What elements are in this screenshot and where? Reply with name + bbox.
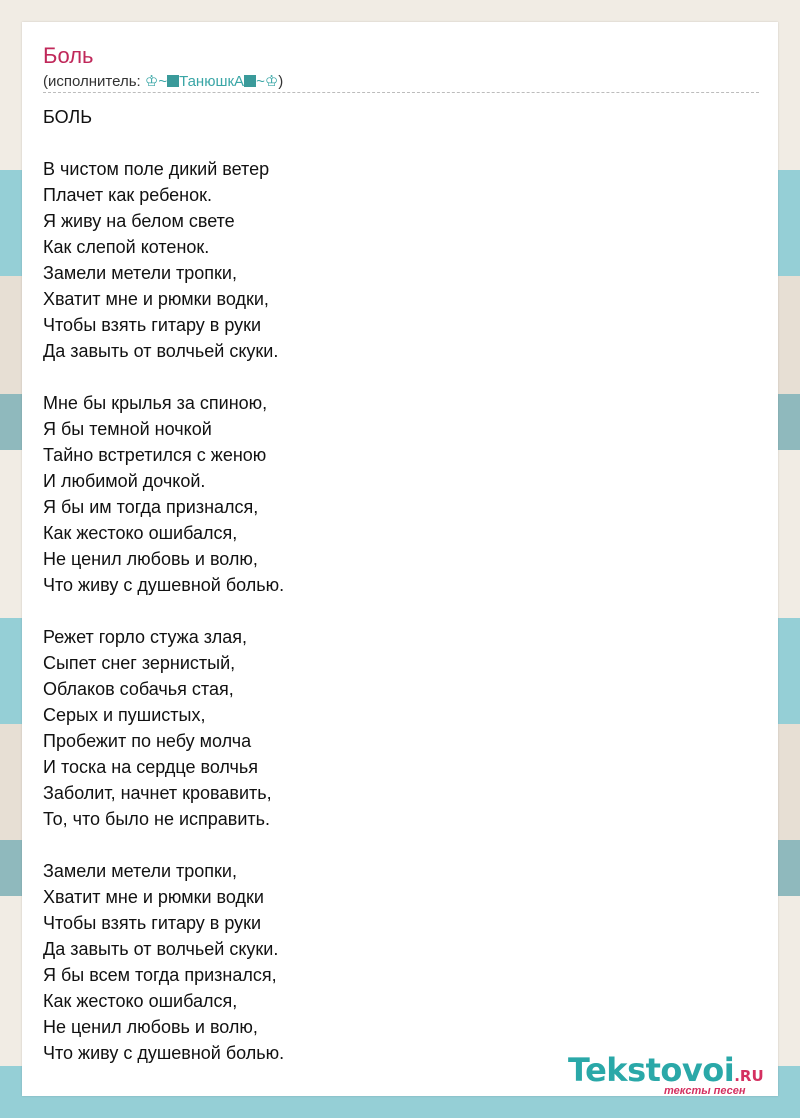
lyric-line: Чтобы взять гитару в руки — [43, 913, 262, 933]
artist-line — [43, 73, 283, 91]
artist-link[interactable] — [145, 73, 278, 90]
stanza-gap — [43, 598, 743, 624]
square-icon — [167, 75, 179, 87]
lyric-line: Пробежит по небу молча — [43, 731, 252, 751]
lyric-line: В чистом поле дикий ветер — [43, 159, 270, 179]
lyric-line: Замели метели тропки, — [43, 263, 237, 283]
lyric-line: Как жестоко ошибался, — [43, 523, 238, 543]
square-icon — [244, 75, 256, 87]
lyric-line: Что живу с душевной болью. — [43, 575, 285, 595]
artist-part-3: ~♔ — [256, 73, 279, 90]
lyric-line: Чтобы взять гитару в руки — [43, 315, 262, 335]
lyric-line: Заболит, начнет кровавить, — [43, 783, 272, 803]
lyric-line: Не ценил любовь и волю, — [43, 1017, 258, 1037]
lyric-line: Хватит мне и рюмки водки, — [43, 289, 269, 309]
artist-suffix: ) — [278, 73, 284, 90]
lyric-line: То, что было не исправить. — [43, 809, 271, 829]
song-title: Боль — [43, 43, 94, 68]
lyric-line: Не ценил любовь и волю, — [43, 549, 258, 569]
logo-name: Tekstovoi — [568, 1051, 735, 1089]
lyrics-card — [22, 22, 778, 1096]
lyric-line: И тоска на сердце волчья — [43, 757, 259, 777]
lyrics-heading: БОЛЬ — [43, 107, 93, 127]
lyric-line: Да завыть от волчьей скуки. — [43, 939, 279, 959]
lyric-line: Хватит мне и рюмки водки — [43, 887, 264, 907]
lyric-line: Замели метели тропки, — [43, 861, 237, 881]
stanza-gap — [43, 832, 743, 858]
dotted-divider — [43, 92, 759, 93]
lyric-line: Облаков собачья стая, — [43, 679, 234, 699]
artist-name: ТанюшкА — [179, 73, 245, 90]
lyric-line: Я бы им тогда признался, — [43, 497, 259, 517]
lyric-line: Я живу на белом свете — [43, 211, 235, 231]
lyric-line: Тайно встретился с женою — [43, 445, 267, 465]
lyric-line: Плачет как ребенок. — [43, 185, 213, 205]
lyric-line: Серых и пушистых, — [43, 705, 206, 725]
artist-part-1: ♔~ — [144, 73, 168, 90]
artist-prefix: (исполнитель: — [43, 73, 145, 90]
lyrics-text — [43, 104, 743, 1066]
lyric-line: Я бы всем тогда признался, — [43, 965, 277, 985]
lyric-line: Да завыть от волчьей скуки. — [43, 341, 279, 361]
lyric-line: Что живу с душевной болью. — [43, 1043, 285, 1063]
logo-tagline: тексты песен — [664, 1085, 746, 1097]
stanza-gap — [43, 364, 743, 390]
lyric-line: Мне бы крылья за спиною, — [43, 393, 268, 413]
lyric-line: Как слепой котенок. — [43, 237, 210, 257]
site-logo[interactable] — [568, 1052, 778, 1102]
lyric-line: Как жестоко ошибался, — [43, 991, 238, 1011]
stanza-gap — [43, 130, 743, 156]
logo-tld: .RU — [734, 1067, 764, 1085]
lyric-line: И любимой дочкой. — [43, 471, 206, 491]
lyric-line: Режет горло стужа злая, — [43, 627, 248, 647]
lyric-line: Я бы темной ночкой — [43, 419, 212, 439]
lyric-line: Сыпет снег зернистый, — [43, 653, 236, 673]
